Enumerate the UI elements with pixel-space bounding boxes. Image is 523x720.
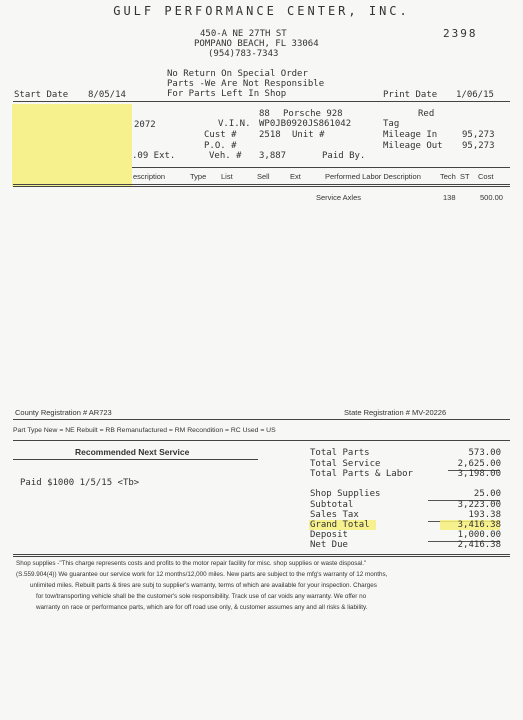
unit-label: Unit # <box>292 130 325 140</box>
mileage-in-label: Mileage In <box>383 130 438 140</box>
recommended-title: Recommended Next Service <box>75 447 190 457</box>
col-ext: Ext <box>290 172 301 181</box>
col-cost: Cost <box>478 172 494 181</box>
col-parts-description: escription <box>133 172 166 181</box>
net-due-value: 2,416.38 <box>457 540 501 550</box>
cust-label: Cust # <box>204 130 237 140</box>
grand-total-label: Grand Total <box>310 520 370 530</box>
vehicle-year: 88 <box>259 109 270 119</box>
disclaimer-top-divider-2 <box>13 556 510 557</box>
mileage-out-label: Mileage Out <box>383 141 443 151</box>
col-type: Type <box>190 172 207 181</box>
total-parts-value: 573.00 <box>468 448 501 458</box>
state-registration: State Registration # MV-20226 <box>344 408 447 417</box>
company-name: GULF PERFORMANCE CENTER, INC. <box>113 4 410 18</box>
grand-total-value: 3,416.38 <box>457 520 501 530</box>
disclaimer-line-4: for tow/transporting vehicle shall be the customer's sole responsibility. Track use of car voids any warranty. We offer no <box>36 593 367 600</box>
vin-label: V.I.N. <box>218 119 251 129</box>
deposit-value: 1,000.00 <box>457 530 501 540</box>
shop-supplies-value: 25.00 <box>473 489 501 499</box>
invoice-number: 2398 <box>443 27 478 40</box>
notice-line-1: No Return On Special Order <box>167 69 308 79</box>
veh-value: 3,887 <box>259 151 287 161</box>
disclaimer-line-2: (S.559.904(4)) We guarantee our service work for 12 months/12,000 miles. New parts are subject to the mfg's warranty of 12 months, <box>16 571 388 578</box>
labor-line-tech: 138 <box>443 193 456 202</box>
disclaimer-top-divider <box>13 554 510 555</box>
disclaimer-line-3: unlimited miles. Rebuilt parts & tires are subj to supplier's warranty, terms of which are available for your inspection. Charges <box>30 582 377 589</box>
customer-phone-partial: 2072 <box>134 120 156 130</box>
sales-tax-label: Sales Tax <box>310 510 359 520</box>
notice-line-3: For Parts Left In Shop <box>167 89 287 99</box>
shop-supplies-label: Shop Supplies <box>310 489 381 499</box>
vehicle-model: Porsche 928 <box>283 109 343 119</box>
tag-label: Tag <box>383 119 400 129</box>
vehicle-color: Red <box>418 109 435 119</box>
total-parts-label: Total Parts <box>310 448 370 458</box>
print-date-value: 1/06/15 <box>456 90 494 100</box>
net-due-label: Net Due <box>310 540 348 550</box>
header-divider <box>13 101 510 102</box>
vin-value: WP0JB0920JS861042 <box>259 119 352 129</box>
col-labor-description: Performed Labor Description <box>325 172 421 181</box>
labor-line-cost: 500.00 <box>480 193 503 202</box>
customer-ext-partial: .09 Ext. <box>132 151 176 161</box>
redacted-customer-block <box>12 104 132 187</box>
total-service-value: 2,625.00 <box>457 459 501 469</box>
start-date-label: Start Date <box>14 90 69 100</box>
part-type-legend: Part Type New = NE Rebuilt = RB Remanufactured = RM Recondition = RC Used = US <box>13 427 276 434</box>
subtotal-value: 3,223.00 <box>457 500 501 510</box>
disclaimer-line-1: Shop supplies -"This charge represents costs and profits to the motor repair facility for misc. shop supplies or waste disposal." <box>16 560 367 567</box>
col-sell: Sell <box>257 172 270 181</box>
deposit-label: Deposit <box>310 530 348 540</box>
print-date-label: Print Date <box>383 90 438 100</box>
legend-divider <box>13 440 510 441</box>
col-list: List <box>221 172 233 181</box>
start-date-value: 8/05/14 <box>88 90 126 100</box>
total-parts-labor-value: 3,198.00 <box>457 469 501 479</box>
cust-value: 2518 <box>259 130 281 140</box>
veh-label: Veh. # <box>209 151 242 161</box>
columns-bottom-divider-2 <box>13 186 510 187</box>
payment-note: Paid $1000 1/5/15 <Tb> <box>20 478 140 488</box>
col-st: ST <box>460 172 470 181</box>
recommended-divider <box>13 459 258 460</box>
company-phone: (954)783-7343 <box>208 49 279 59</box>
total-service-label: Total Service <box>310 459 381 469</box>
mileage-out-value: 95,273 <box>462 141 495 151</box>
col-tech: Tech <box>440 172 456 181</box>
labor-line-description: Service Axles <box>316 193 362 202</box>
columns-top-divider <box>132 167 510 168</box>
registration-divider <box>13 419 510 420</box>
po-label: P.O. # <box>204 141 237 151</box>
company-city: POMPANO BEACH, FL 33064 <box>194 39 319 49</box>
total-parts-labor-label: Total Parts & Labor <box>310 469 413 479</box>
county-registration: County Registration # AR723 <box>15 408 112 417</box>
subtotal-label: Subtotal <box>310 500 354 510</box>
company-address: 450-A NE 27TH ST <box>200 29 287 39</box>
columns-bottom-divider <box>13 184 510 185</box>
paid-by-label: Paid By. <box>322 151 366 161</box>
mileage-in-value: 95,273 <box>462 130 495 140</box>
disclaimer-line-5: warranty on race or performance parts, which are for off road use only, & customer assumes any and all risks & liability. <box>36 604 368 611</box>
sales-tax-value: 193.38 <box>468 510 501 520</box>
notice-line-2: Parts -We Are Not Responsible <box>167 79 325 89</box>
